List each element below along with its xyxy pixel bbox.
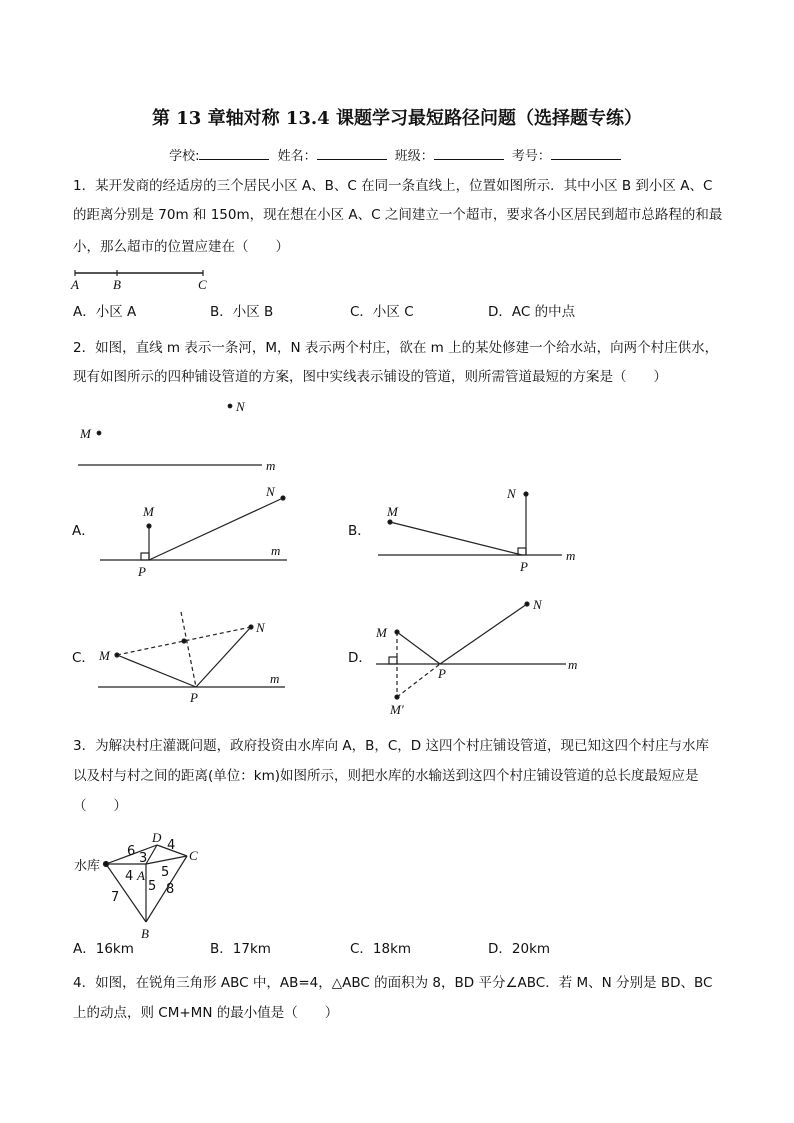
school-label: 学校:	[169, 149, 200, 164]
edge-length: 4	[167, 838, 176, 853]
label-river: m	[271, 543, 281, 558]
q1-option-a[interactable]: A．小区 A	[73, 304, 137, 320]
label-d: D	[152, 830, 162, 845]
label-p: P	[520, 559, 528, 574]
label-p: P	[138, 564, 146, 579]
q3-option-d[interactable]: D．20km	[488, 941, 551, 957]
edge-length: 5	[161, 865, 170, 880]
label-p: P	[438, 666, 446, 681]
q1-line-1: 1．某开发商的经适房的三个居民小区 A、B、C 在同一条直线上，位置如图所示．其中小区 B 到小区 A、C	[73, 178, 713, 194]
q2-line-1: 2．如图，直线 m 表示一条河，M，N 表示两个村庄，欲在 m 上的某处修建一个给水站，向两个村庄供水，	[73, 340, 719, 356]
label-n: N	[533, 597, 542, 612]
label-m: M	[99, 648, 110, 663]
edge-length: 8	[166, 882, 175, 897]
label-reservoir: 水库	[74, 859, 101, 874]
label-river: m	[568, 657, 578, 672]
label-n: N	[256, 620, 265, 635]
label-a: A	[71, 277, 79, 292]
q1-option-d[interactable]: D．AC 的中点	[488, 304, 576, 320]
q3-option-c[interactable]: C．18km	[350, 941, 412, 957]
q2-option-b[interactable]: B．	[348, 523, 371, 539]
label-b: B	[113, 277, 121, 292]
label-a: A	[137, 868, 145, 883]
label-b: B	[141, 926, 149, 941]
label-m: M	[387, 504, 398, 519]
label-river: m	[270, 671, 280, 686]
label-n: N	[266, 484, 275, 499]
q1-number-line	[70, 270, 207, 292]
class-label: 班级：	[394, 149, 434, 164]
q1-option-b[interactable]: B．小区 B	[210, 304, 274, 320]
label-c: C	[198, 277, 207, 292]
label-m: M	[80, 426, 91, 441]
edge-length: 6	[127, 844, 136, 859]
label-m: M	[376, 625, 387, 640]
label-river: m	[566, 548, 576, 563]
q2-figure-d	[375, 597, 577, 717]
q1-option-c[interactable]: C．小区 C	[350, 304, 414, 320]
q2-option-c[interactable]: C．	[72, 650, 95, 666]
q2-figure-c	[98, 612, 285, 705]
edge-length: 3	[139, 851, 148, 866]
q1-line-3: 小，那么超市的位置应建在（ ）	[73, 239, 289, 255]
edge-length: 4	[125, 869, 134, 884]
label-p: P	[190, 690, 198, 705]
q4-line-1: 4．如图，在锐角三角形 ABC 中，AB=4，△ABC 的面积为 8，BD 平分∠ABC．若 M、N 分别是 BD、BC	[73, 975, 713, 991]
q3-line-2: 以及村与村之间的距离(单位：km)如图所示，则把水库的水输送到这四个村庄铺设管道的总长度最短应是	[73, 768, 699, 784]
label-m: M	[143, 504, 154, 519]
exam-no-label: 考号：	[511, 149, 551, 164]
q2-line-2: 现有如图所示的四种铺设管道的方案，图中实线表示铺设的管道，则所需管道最短的方案是（ ）	[73, 369, 667, 385]
label-n: N	[507, 486, 516, 501]
q2-main-figure	[78, 399, 275, 473]
q2-option-a[interactable]: A．	[72, 523, 95, 539]
label-n: N	[236, 399, 245, 414]
q3-line-3: （ ）	[73, 798, 127, 814]
q1-line-2: 的距离分别是 70m 和 150m，现在想在小区 A、C 之间建立一个超市，要求各小区居民到超市总路程的和最	[73, 207, 723, 223]
q4-line-2: 上的动点，则 CM+MN 的最小值是（ ）	[73, 1005, 339, 1021]
q2-figure-a	[100, 484, 287, 579]
edge-length: 5	[148, 879, 157, 894]
q2-option-d[interactable]: D．	[348, 650, 372, 666]
q3-pipeline-figure	[74, 830, 198, 941]
q3-option-b[interactable]: B．17km	[210, 941, 271, 957]
name-label: 姓名：	[277, 149, 317, 164]
label-c: C	[189, 848, 198, 863]
page-title: 第 13 章轴对称 13.4 课题学习最短路径问题（选择题专练）	[152, 108, 642, 129]
label-river: m	[266, 458, 276, 473]
q3-option-a[interactable]: A．16km	[73, 941, 134, 957]
q3-line-1: 3．为解决村庄灌溉问题，政府投资由水库向 A，B，C，D 这四个村庄铺设管道，现已知这四个村庄与水库	[73, 738, 709, 754]
label-m-prime: M′	[390, 702, 404, 717]
edge-length: 7	[111, 890, 120, 905]
q2-figure-b	[378, 486, 575, 574]
